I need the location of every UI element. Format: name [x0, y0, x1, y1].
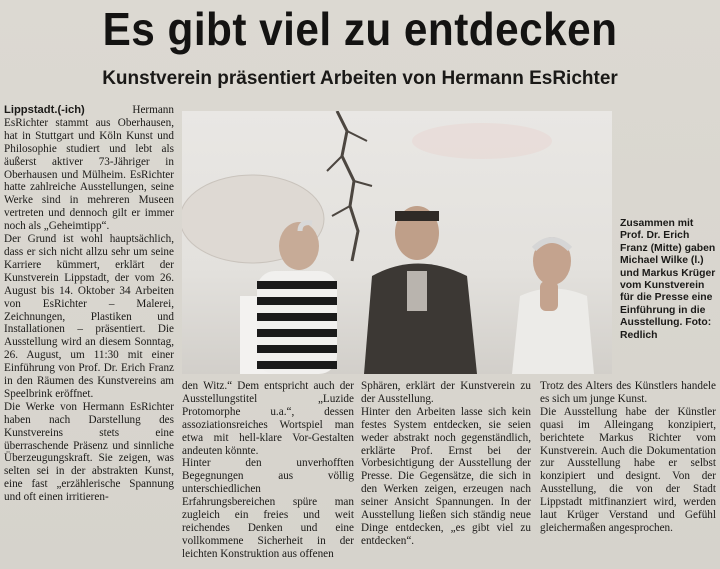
paragraph-text: Hermann EsRichter stammt aus Oberhausen, hat in Stuttgart und Köln Kunst und Philosophie studiert und lebt als äußerst aktiver 73-Jähriger in Oberhausen und Mülheim. EsRichter hatte zahlreiche Ausstellungen, seine Werke sind in mehreren Museen vertreten und dennoch gilt er immer noch als „Geheimtipp“.	[4, 104, 174, 233]
paragraph: Hinter den unverhofften Begegnungen aus völlig unterschiedlichen Erfahrungsbereichen spüre man zugleich ein freies und weit reichendes Denken und eine vollkommene Sicherheit in der leichten Konstruktion aus offenen	[182, 457, 354, 560]
paragraph: Hinter den Arbeiten lasse sich kein festes System entdecken, sie seien weder abstrakt noch gegenständlich, erklärte Prof. Ernst bei der Vorbesichtigung der Ausstellung der Presse. Die Gegensätze, die sich in den Werken zeigen, erzeugen nach seiner Ansicht Spannungen. In der Ausstellung ließen sich ständig neue Dinge entdecken, „es gibt viel zu entdecken“.	[361, 405, 531, 547]
paragraph: Trotz des Alters des Künstlers handele es sich um junge Kunst.	[540, 380, 716, 405]
photo-caption: Zusammen mit Prof. Dr. Erich Franz (Mitte) gaben Michael Wilke (l.) und Markus Krüger vom Kunstverein für die Presse eine Einführung in die Ausstellung. Foto: Redlich	[620, 218, 716, 341]
paragraph: Die Ausstellung habe der Künstler quasi im Alleingang konzipiert, berichtete Markus Richter vom Kunstverein. Auch die Dokumentation zur Ausstellung habe er selbst konzipiert und designt. Von der Ausstellung, die von der Stadt Lippstadt mitfinanziert wird, werden laut Krüger Verstand und Gefühl gleichermaßen angesprochen.	[540, 405, 716, 534]
paragraph: den Witz.“ Dem entspricht auch der Ausstellungstitel „Luzide Protomorphe u.a.“, dessen assoziationsreiches Wortspiel man etwa mit hell-klare Vor-Gestalten andeuten könnte.	[182, 380, 354, 457]
article-column-4	[540, 380, 716, 569]
article-column-1	[4, 104, 174, 569]
headline: Es gibt viel zu entdecken	[102, 3, 618, 55]
paragraph: Die Werke von Hermann EsRichter haben nach Darstellung des Kunstvereins stets eine überraschende Präsenz und sinnliche Überzeugungskraft. Sie zeigen, was selten sei in der abstrakten Kunst, eine fast „erzählerische Spannung und oft einen irritieren-	[4, 400, 174, 504]
dateline: Lippstadt.(-ich)	[4, 104, 85, 116]
paragraph: Der Grund ist wohl hauptsächlich, dass er sich nicht allzu sehr um seine Karriere kümmert, erklärt der Kunstverein Lippstadt, der vom 26. August bis 14. Oktober 34 Arbeiten von EsRichter – Malerei, Zeichnungen, Plastiken und Installationen – präsentiert. Die Ausstellung wird an diesem Sonntag, 26. August, um 11:30 mit einer Einführung von Prof. Dr. Erich Franz in den Räumen des Kunstvereins am Speelbrink eröffnet.	[4, 233, 174, 400]
subheadline: Kunstverein präsentiert Arbeiten von Hermann EsRichter	[102, 68, 618, 89]
article-column-3	[361, 380, 531, 569]
article-column-2	[182, 380, 354, 569]
article-photo	[182, 111, 612, 374]
photo-illustration	[182, 111, 612, 374]
paragraph	[4, 104, 174, 233]
paragraph: Sphären, erklärt der Kunstverein zu der Ausstellung.	[361, 380, 531, 405]
